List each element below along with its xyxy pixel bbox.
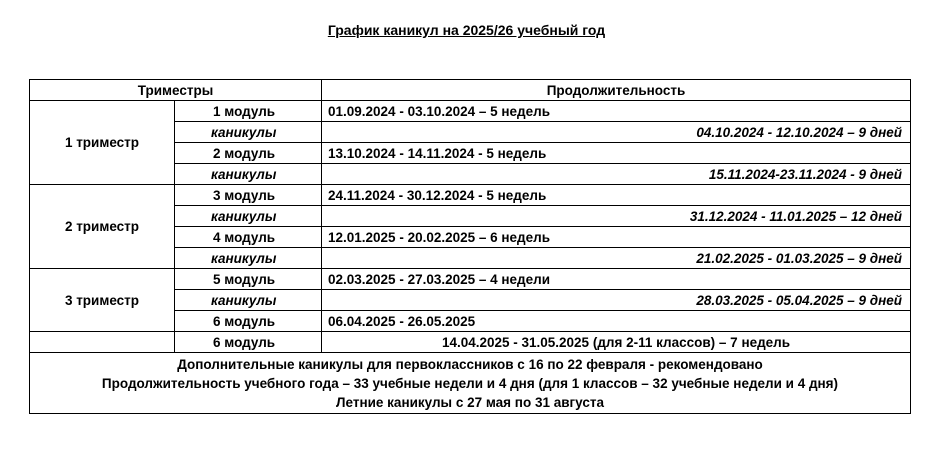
period-value: 15.11.2024-23.11.2024 - 9 дней bbox=[322, 164, 911, 185]
period-label: 1 модуль bbox=[175, 101, 322, 122]
table-row bbox=[30, 185, 911, 206]
period-value: 24.11.2024 - 30.12.2024 - 5 недель bbox=[322, 185, 911, 206]
header-duration: Продолжительность bbox=[322, 80, 911, 101]
period-value: 21.02.2025 - 01.03.2025 – 9 дней bbox=[322, 248, 911, 269]
period-value: 28.03.2025 - 05.04.2025 – 9 дней bbox=[322, 290, 911, 311]
footer-note: Продолжительность учебного года – 33 учебные недели и 4 дня (для 1 классов – 32 учебные недели и 4 дня) bbox=[101, 375, 839, 391]
period-label: каникулы bbox=[175, 206, 322, 227]
period-value: 04.10.2024 - 12.10.2024 – 9 дней bbox=[322, 122, 911, 143]
period-label: каникулы bbox=[175, 122, 322, 143]
period-value: 13.10.2024 - 14.11.2024 - 5 недель bbox=[322, 143, 911, 164]
term-cell: 1 триместр bbox=[30, 101, 175, 185]
footer-note: Дополнительные каникулы для первоклассников с 16 по 22 февраля - рекомендовано bbox=[177, 356, 763, 372]
period-label: 6 модуль bbox=[175, 332, 322, 353]
footer-note: Летние каникулы с 27 мая по 31 августа bbox=[336, 394, 604, 410]
period-label: каникулы bbox=[175, 164, 322, 185]
footer-notes bbox=[30, 353, 911, 414]
period-value: 31.12.2024 - 11.01.2025 – 12 дней bbox=[322, 206, 911, 227]
table-row bbox=[30, 269, 911, 290]
term-cell: 3 триместр bbox=[30, 269, 175, 332]
period-label: 6 модуль bbox=[175, 311, 322, 332]
page-title: График каникул на 2025/26 учебный год bbox=[327, 22, 606, 38]
table-row bbox=[30, 332, 911, 353]
table-header-row bbox=[30, 80, 911, 101]
term-cell: 2 триместр bbox=[30, 185, 175, 269]
footer-row bbox=[30, 353, 911, 414]
period-value: 02.03.2025 - 27.03.2025 – 4 недели bbox=[322, 269, 911, 290]
period-value: 12.01.2025 - 20.02.2025 – 6 недель bbox=[322, 227, 911, 248]
empty-term-cell bbox=[30, 332, 175, 353]
period-label: 3 модуль bbox=[175, 185, 322, 206]
period-label: 4 модуль bbox=[175, 227, 322, 248]
period-value: 14.04.2025 - 31.05.2025 (для 2-11 классов) – 7 недель bbox=[322, 332, 911, 353]
period-value: 06.04.2025 - 26.05.2025 bbox=[322, 311, 911, 332]
period-label: каникулы bbox=[175, 290, 322, 311]
period-label: каникулы bbox=[175, 248, 322, 269]
header-terms: Триместры bbox=[30, 80, 322, 101]
period-label: 5 модуль bbox=[175, 269, 322, 290]
period-value: 01.09.2024 - 03.10.2024 – 5 недель bbox=[322, 101, 911, 122]
table-row bbox=[30, 101, 911, 122]
vacation-schedule-table bbox=[29, 79, 911, 414]
period-label: 2 модуль bbox=[175, 143, 322, 164]
